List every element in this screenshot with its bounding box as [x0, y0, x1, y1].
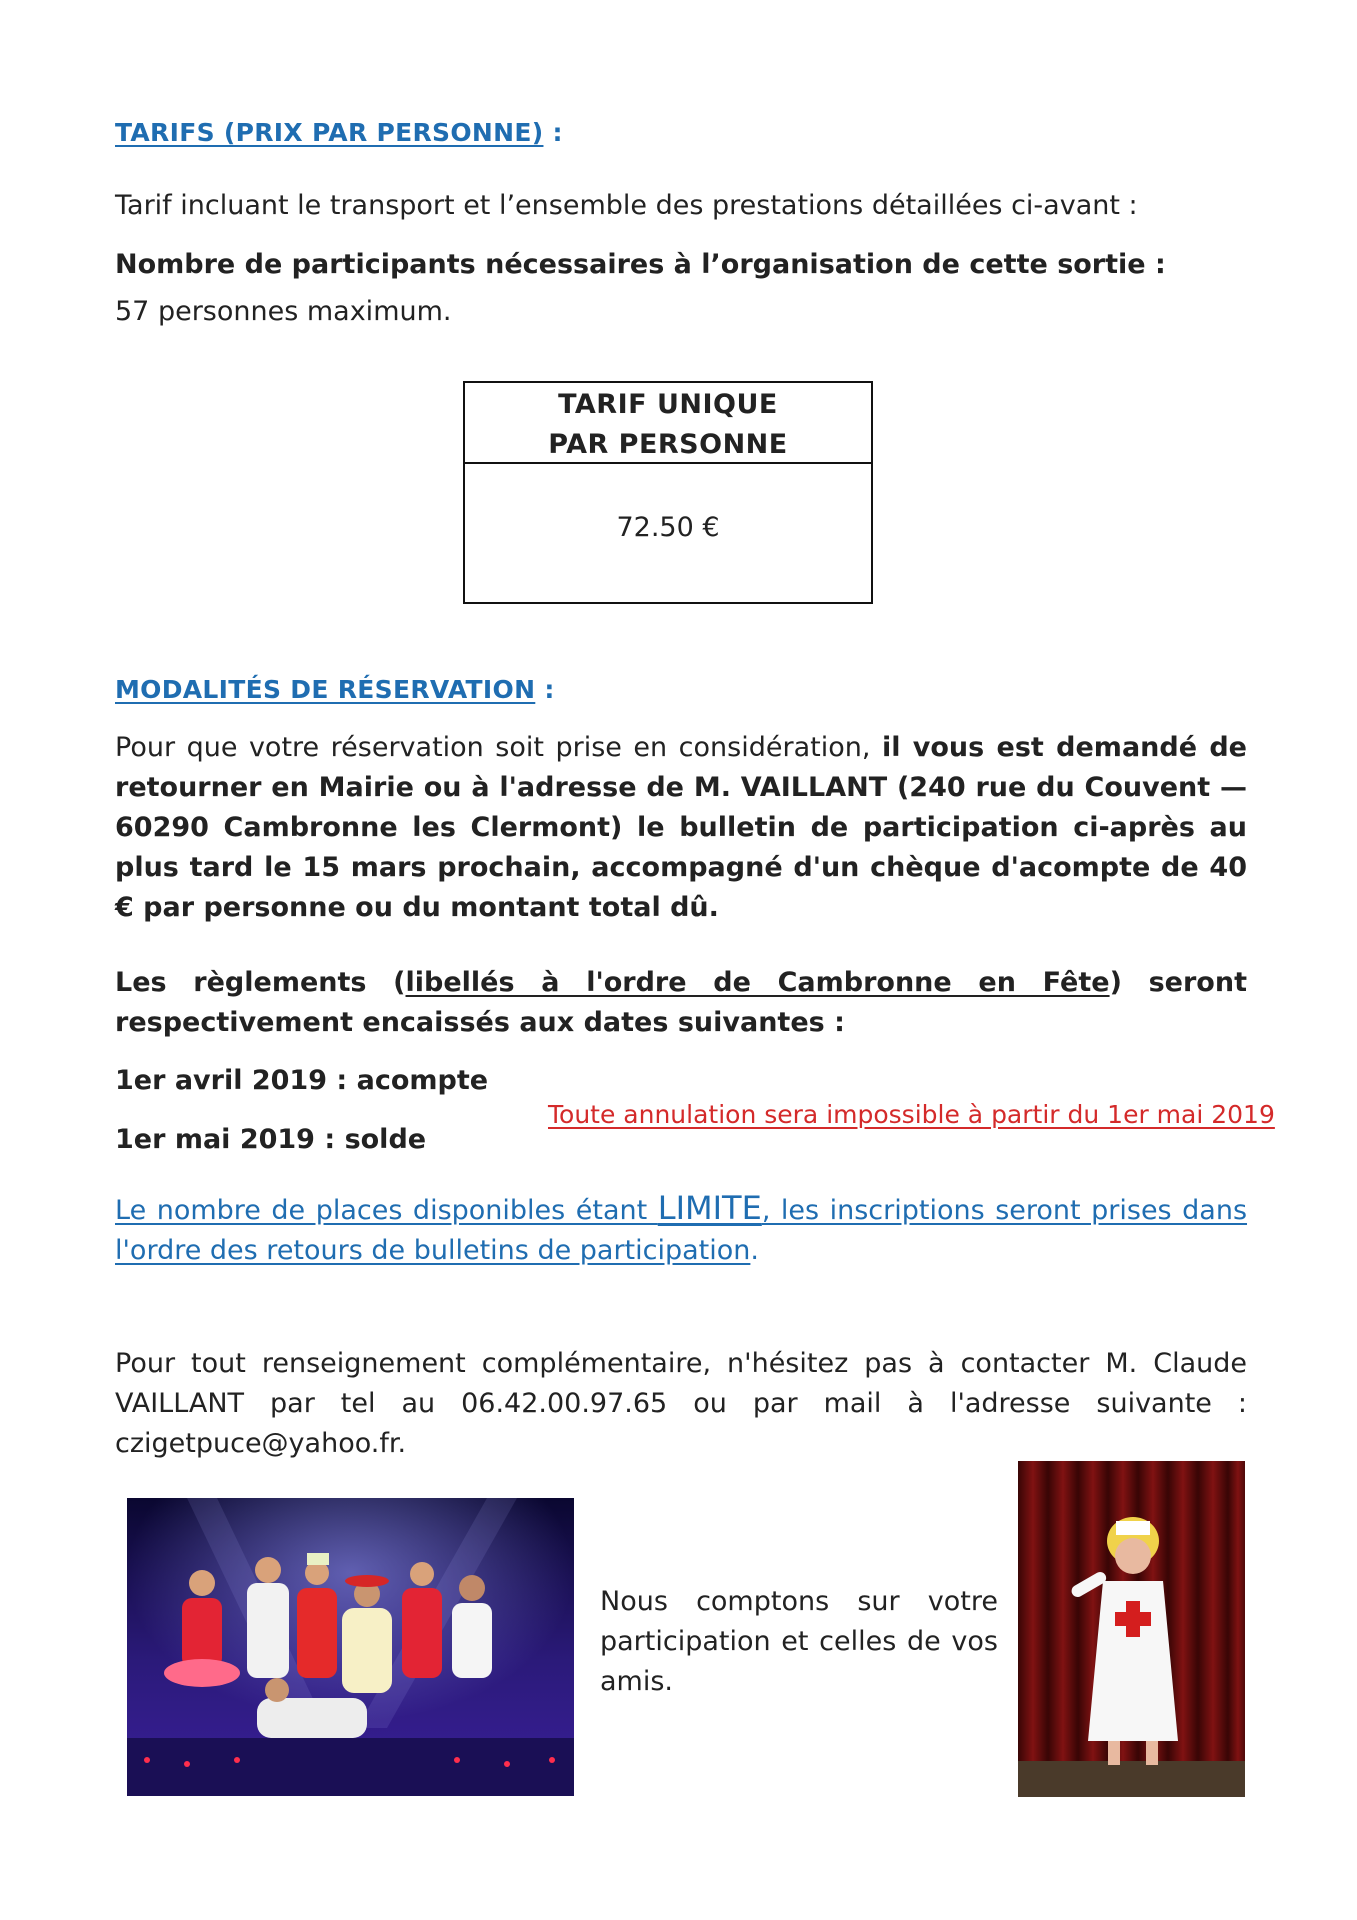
limit-period: .: [750, 1235, 759, 1266]
tarifs-heading-colon: :: [552, 118, 563, 147]
limit-start: Le nombre de places disponibles étant: [115, 1195, 658, 1226]
price-table: [463, 381, 873, 604]
closing-text: Nous comptons sur votre participation et celles de vos amis.: [600, 1586, 998, 1697]
limit-end: , les inscriptions seront prises dans l'ordre des retours de bulletins de participation: [115, 1195, 1248, 1266]
date-acompte: 1er avril 2019 : acompte: [115, 1065, 489, 1096]
reservation-heading-text: MODALITÉS DE RÉSERVATION: [115, 675, 536, 704]
payments-paragraph: [115, 963, 1247, 1043]
price-header-line2: PAR PERSONNE: [548, 429, 788, 460]
limit-paragraph: [115, 1188, 1247, 1271]
nurse-performer-photo: [1018, 1461, 1245, 1797]
payments-start: Les règlements (: [115, 967, 406, 998]
price-header-line1: TARIF UNIQUE: [558, 389, 778, 420]
reservation-heading-colon: :: [544, 675, 555, 704]
reservation-heading: [115, 675, 555, 704]
contact-paragraph: Pour tout renseignement complémentaire, n'hésitez pas à contacter M. Claude VAILLANT par tel au 06.42.00.97.65 ou par mail à l'adresse suivante : czigetpuce@yahoo.fr.: [115, 1348, 1247, 1459]
price-value: 72.50 €: [616, 512, 720, 543]
reservation-paragraph: [115, 728, 1247, 928]
tarifs-heading-text: TARIFS (PRIX PAR PERSONNE): [115, 118, 544, 147]
limit-word: LIMITE: [657, 1189, 762, 1227]
reservation-p1-bold: il vous est demandé de retourner en Mairie ou à l'adresse de M. VAILLANT (240 rue du Couvent — 60290 Cambronne les Clermont) le bulletin de participation ci-après au plus tard le 15 mars prochain, accompagné d'un chèque d'acompte de 40 € par personne ou du montant total dû.: [115, 732, 1247, 923]
performers-group-photo: [127, 1498, 574, 1796]
payments-order-underlined: libellés à l'ordre de Cambronne en Fête: [405, 967, 1110, 998]
cancel-note: Toute annulation sera impossible à partir du 1er mai 2019: [548, 1100, 1275, 1129]
tarifs-intro: Tarif incluant le transport et l’ensemble des prestations détaillées ci-avant :: [115, 190, 1138, 221]
reservation-p1-normal: Pour que votre réservation soit prise en considération,: [115, 732, 882, 763]
participants-value: 57 personnes maximum.: [115, 296, 452, 327]
participants-label: Nombre de participants nécessaires à l’organisation de cette sortie :: [115, 249, 1166, 280]
price-table-header: [465, 383, 871, 464]
tarifs-heading: [115, 118, 563, 147]
date-solde: 1er mai 2019 : solde: [115, 1124, 427, 1155]
payments-end: ) seront respectivement encaissés aux dates suivantes :: [115, 967, 1247, 1038]
